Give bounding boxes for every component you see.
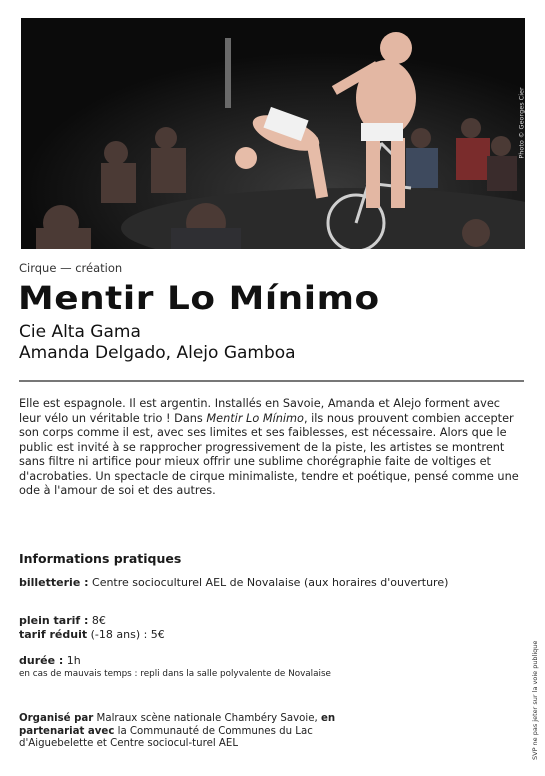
partner-label: en partenariat avec xyxy=(19,713,336,737)
description-text-2: , ils nous prouvent combien accepter son corps comme il est, avec ses limites et ses faiblesses, est nécessaire. Alors que le public est invité à se rapprocher progressivement de la piste, les artistes se montrent sans filtre ni artifice pour mieux offrir une sublime chorégraphie faite de voltiges et d'acrobaties. Un spectacle de cirque minimaliste, tendre et poétique, pensé comme une ode à l'amour de soi et des autres. xyxy=(19,411,519,497)
tarif-reduit-value: (-18 ans) : 5€ xyxy=(87,628,165,641)
show-title: Mentir Lo Mínimo xyxy=(18,279,380,317)
organizers xyxy=(19,713,374,751)
weather-note: en cas de mauvais temps : repli dans la salle polyvalente de Novalaise xyxy=(19,669,331,679)
billetterie-value: Centre socioculturel AEL de Novalaise (aux horaires d'ouverture) xyxy=(88,576,449,589)
info-plein-tarif xyxy=(19,614,499,628)
info-duree xyxy=(19,654,499,668)
artist-names: Amanda Delgado, Alejo Gamboa xyxy=(19,343,296,363)
photo-credit: Photo © Georges Cier xyxy=(517,87,525,159)
info-billetterie xyxy=(19,576,499,590)
organizer-label: Organisé par xyxy=(19,713,94,724)
disposal-note: SVP ne pas jeter sur la voie publique xyxy=(531,640,539,760)
description-title-italic: Mentir Lo Mínimo xyxy=(206,411,304,425)
divider xyxy=(19,380,524,382)
photo-illustration xyxy=(21,18,525,249)
performance-photo xyxy=(21,18,525,249)
partner-value: la Communauté de Communes du Lac d'Aiguebelette et Centre sociocul-turel AEL xyxy=(19,725,313,749)
description xyxy=(19,397,524,499)
plein-tarif-value: 8€ xyxy=(88,614,106,627)
organizer-value: Malraux scène nationale Chambéry Savoie, xyxy=(93,713,321,724)
category-label: Cirque — création xyxy=(19,261,123,275)
duree-value: 1h xyxy=(63,654,81,667)
tarif-reduit-label: tarif réduit xyxy=(19,628,88,641)
company-name: Cie Alta Gama xyxy=(19,322,141,342)
credits xyxy=(19,322,296,364)
billetterie-label: billetterie : xyxy=(19,576,89,589)
description-text-1: Elle est espagnole. Il est argentin. Installés en Savoie, Amanda et Alejo forment avec leur vélo un véritable trio ! Dans xyxy=(19,397,500,425)
duree-label: durée : xyxy=(19,654,64,667)
info-heading: Informations pratiques xyxy=(19,551,182,566)
plein-tarif-label: plein tarif : xyxy=(19,614,89,627)
info-tarif-reduit xyxy=(19,628,499,642)
